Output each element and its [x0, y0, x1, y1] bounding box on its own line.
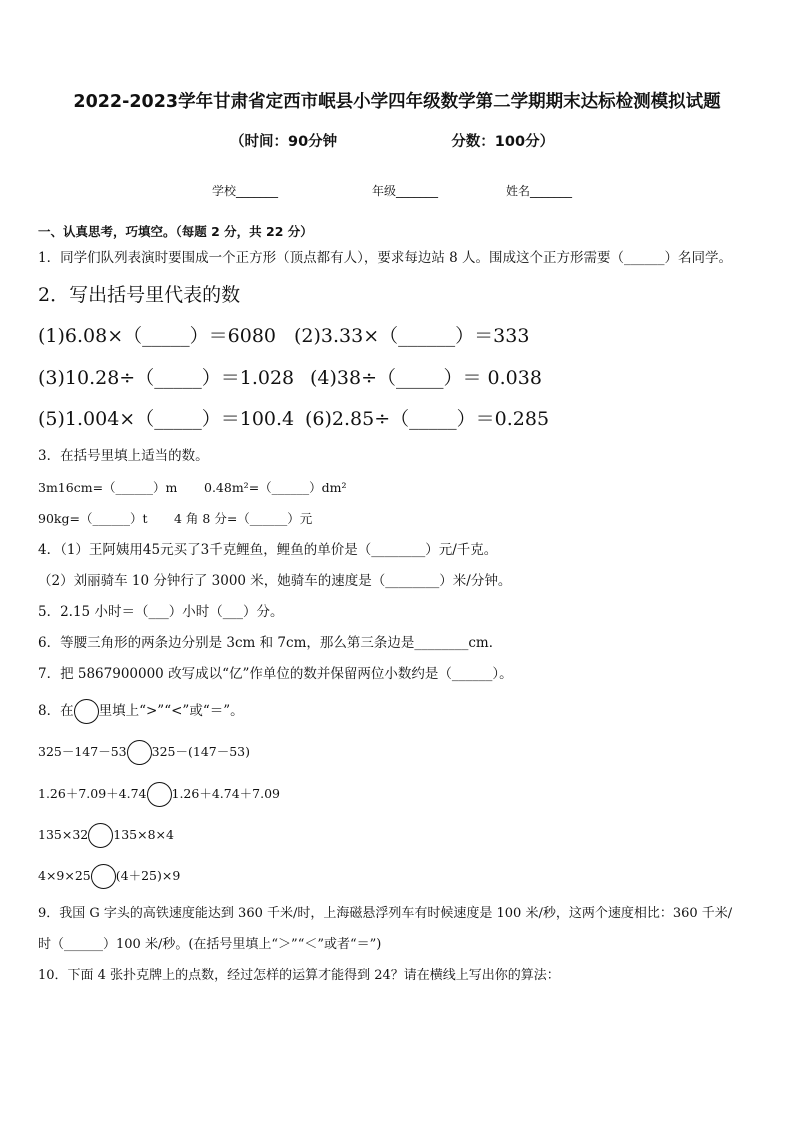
question-3-b: 0.48m²=（______）dm²	[204, 480, 347, 495]
compare-row-2	[38, 784, 280, 804]
compare-left: 1.26＋7.09＋4.74	[38, 786, 147, 801]
page-title: 2022-2023学年甘肃省定西市岷县小学四年级数学第二学期期末达标检测模拟试题	[73, 92, 721, 112]
question-2-2: (2)3.33×（______）＝333	[294, 325, 530, 347]
question-3-c: 90kg=（______）t	[38, 511, 148, 526]
exam-score: 分数：100分）	[451, 134, 555, 150]
section-heading: 一、认真思考，巧填空。（每题 2 分，共 22 分）	[38, 224, 313, 239]
question-8-prefix: 8．在	[38, 703, 74, 719]
compare-right: 135×8×4	[113, 827, 174, 842]
question-2-6: (6)2.85÷（_____）＝0.285	[305, 408, 550, 430]
question-2-heading: 2．写出括号里代表的数	[38, 284, 241, 306]
question-4-1: 4．（1）王阿姨用45元买了3千克鲤鱼，鲤鱼的单价是（________）元/千克。	[38, 542, 498, 558]
question-2-3: (3)10.28÷（_____）＝1.028	[38, 367, 295, 389]
question-10: 10．下面 4 张扑克牌上的点数，经过怎样的运算才能得到 24？请在横线上写出你的算法：	[38, 968, 560, 983]
question-5: 5．2.15 小时＝（___）小时（___）分。	[38, 604, 284, 620]
question-2-4: (4)38÷（_____）＝ 0.038	[310, 367, 542, 389]
compare-row-3	[38, 825, 174, 845]
compare-left: 135×32	[38, 827, 89, 842]
school-field[interactable]: 学校_______	[212, 184, 279, 198]
question-3-d: 4 角 8 分=（______）元	[174, 511, 313, 526]
exam-time: （时间：90分钟	[230, 134, 338, 150]
compare-right: 1.26＋4.74＋7.09	[171, 786, 280, 801]
question-2-5: (5)1.004×（_____）＝100.4	[38, 408, 295, 430]
question-1: 1．同学们队列表演时要围成一个正方形（顶点都有人），要求每边站 8 人。围成这个正方形需要（______）名同学。	[38, 250, 733, 266]
question-7: 7．把 5867900000 改写成以“亿”作单位的数并保留两位小数约是（______）。	[38, 666, 513, 682]
compare-circle-input[interactable]	[88, 823, 113, 848]
question-8-heading	[38, 701, 244, 721]
compare-circle-input[interactable]	[147, 782, 172, 807]
compare-right: 325－(147－53)	[151, 744, 251, 759]
compare-right: (4＋25)×9	[115, 868, 181, 883]
compare-row-1	[38, 742, 250, 762]
compare-left: 4×9×25	[38, 868, 91, 883]
compare-circle-icon	[74, 699, 99, 724]
compare-left: 325－147－53	[38, 744, 127, 759]
question-6: 6．等腰三角形的两条边分别是 3cm 和 7cm，那么第三条边是________cm．	[38, 635, 503, 651]
grade-field[interactable]: 年级_______	[372, 184, 439, 198]
compare-row-4	[38, 866, 180, 886]
question-2-1: (1)6.08×（_____）＝6080	[38, 325, 276, 347]
question-3-a: 3m16cm=（______）m	[38, 480, 178, 495]
question-8-suffix: 里填上“>”“<”或“＝”。	[98, 703, 244, 719]
question-9-line-2: 时（______）100 米/秒。(在括号里填上“＞”“＜”或者“＝”)	[38, 937, 382, 952]
compare-circle-input[interactable]	[127, 740, 152, 765]
question-3-heading: 3．在括号里填上适当的数。	[38, 448, 209, 464]
question-4-2: （2）刘丽骑车 10 分钟行了 3000 米，她骑车的速度是（________）米/分钟。	[38, 573, 512, 589]
compare-circle-input[interactable]	[91, 864, 116, 889]
name-field[interactable]: 姓名_______	[506, 184, 573, 198]
question-9-line-1: 9．我国 G 字头的高铁速度能达到 360 千米/时，上海磁悬浮列车有时候速度是 100 米/秒，这两个速度相比：360 千米/	[38, 906, 733, 921]
exam-meta	[230, 130, 554, 151]
